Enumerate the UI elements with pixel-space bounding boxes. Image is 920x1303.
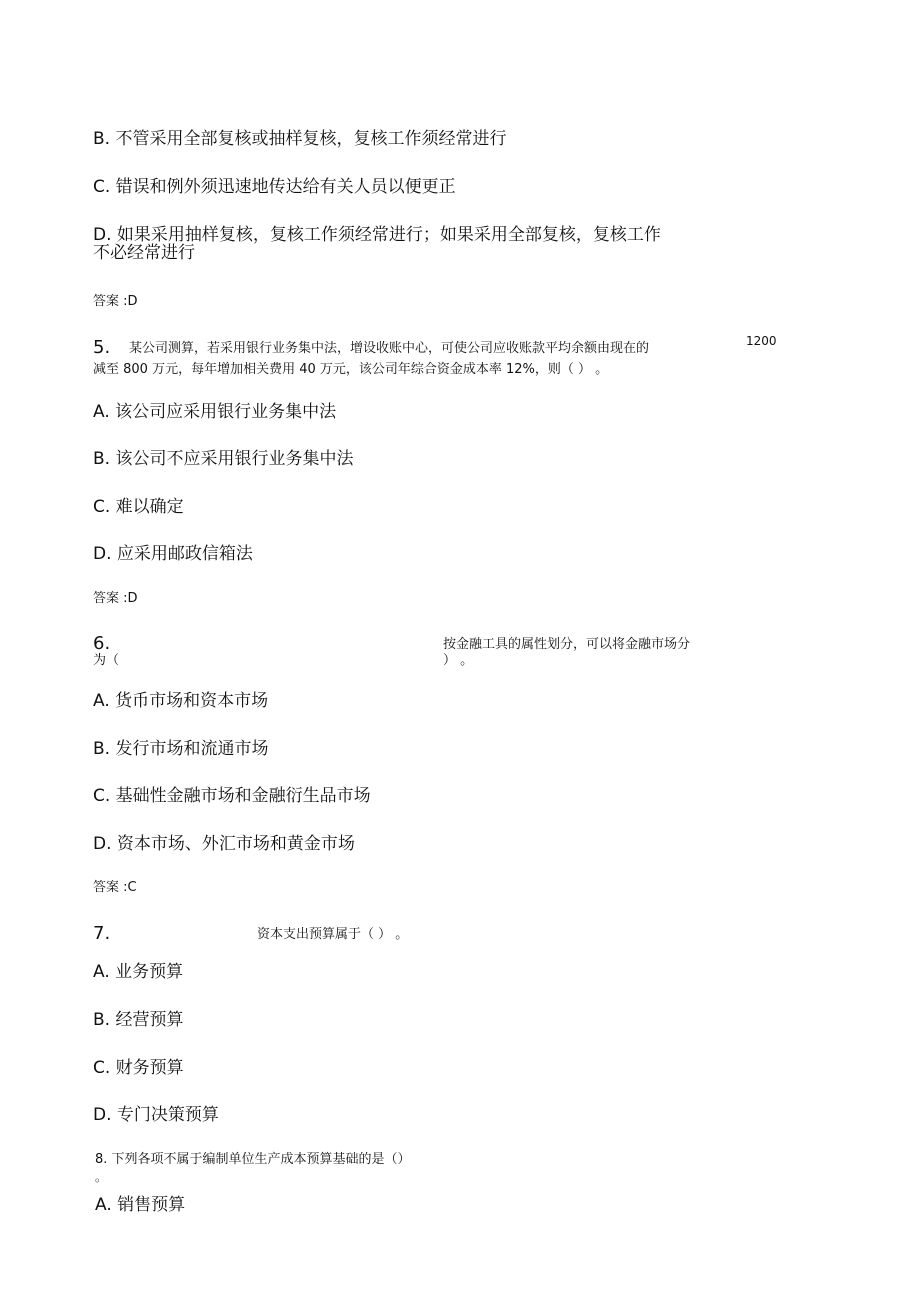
q8-option-a: A. 销售预算	[95, 1195, 186, 1215]
q6-prefix: 为（	[93, 653, 120, 668]
q4-option-b: B. 不管采用全部复核或抽样复核，复核工作须经常进行	[93, 129, 507, 149]
q6-option-c: C. 基础性金融市场和金融衍生品市场	[93, 786, 371, 806]
q4-option-d-line1: D. 如果采用抽样复核，复核工作须经常进行；如果采用全部复核，复核工作	[93, 225, 661, 245]
q5-stem-line1: 某公司测算，若采用银行业务集中法，增设收账中心，可使公司应收账款平均余额由现在的	[129, 341, 650, 356]
q5-option-a: A. 该公司应采用银行业务集中法	[93, 402, 337, 422]
q5-answer: 答案 :D	[93, 591, 138, 606]
q6-stem-line2: ） 。	[443, 653, 474, 668]
q7-stem: 资本支出预算属于（ ） 。	[257, 927, 409, 942]
q6-option-d: D. 资本市场、外汇市场和黄金市场	[93, 834, 355, 854]
q4-answer: 答案 :D	[93, 294, 138, 309]
q6-stem-line1: 按金融工具的属性划分，可以将金融市场分	[443, 637, 691, 652]
q7-option-b: B. 经营预算	[93, 1010, 184, 1030]
q4-option-c: C. 错误和例外须迅速地传达给有关人员以便更正	[93, 177, 456, 197]
q7-option-c: C. 财务预算	[93, 1058, 184, 1078]
q6-answer: 答案 :C	[93, 880, 137, 895]
q7-number: 7.	[93, 923, 111, 944]
q4-option-d-line2: 不必经常进行	[93, 243, 195, 263]
q5-stem-side-value: 1200	[746, 334, 777, 348]
q5-option-c: C. 难以确定	[93, 497, 184, 517]
q5-option-b: B. 该公司不应采用银行业务集中法	[93, 449, 354, 469]
q7-option-d: D. 专门决策预算	[93, 1105, 219, 1125]
q6-option-b: B. 发行市场和流通市场	[93, 739, 269, 759]
q8-stem-tail: 。	[95, 1170, 108, 1184]
q5-stem-line2: 减至 800 万元，每年增加相关费用 40 万元，该公司年综合资金成本率 12%，则（ ） 。	[93, 362, 609, 377]
q6-option-a: A. 货币市场和资本市场	[93, 691, 269, 711]
q5-option-d: D. 应采用邮政信箱法	[93, 544, 253, 564]
q8-stem: 8. 下列各项不属于编制单位生产成本预算基础的是（）	[95, 1152, 411, 1167]
q5-number: 5.	[93, 337, 111, 358]
q7-option-a: A. 业务预算	[93, 962, 184, 982]
q6-number: 6.	[93, 633, 111, 654]
